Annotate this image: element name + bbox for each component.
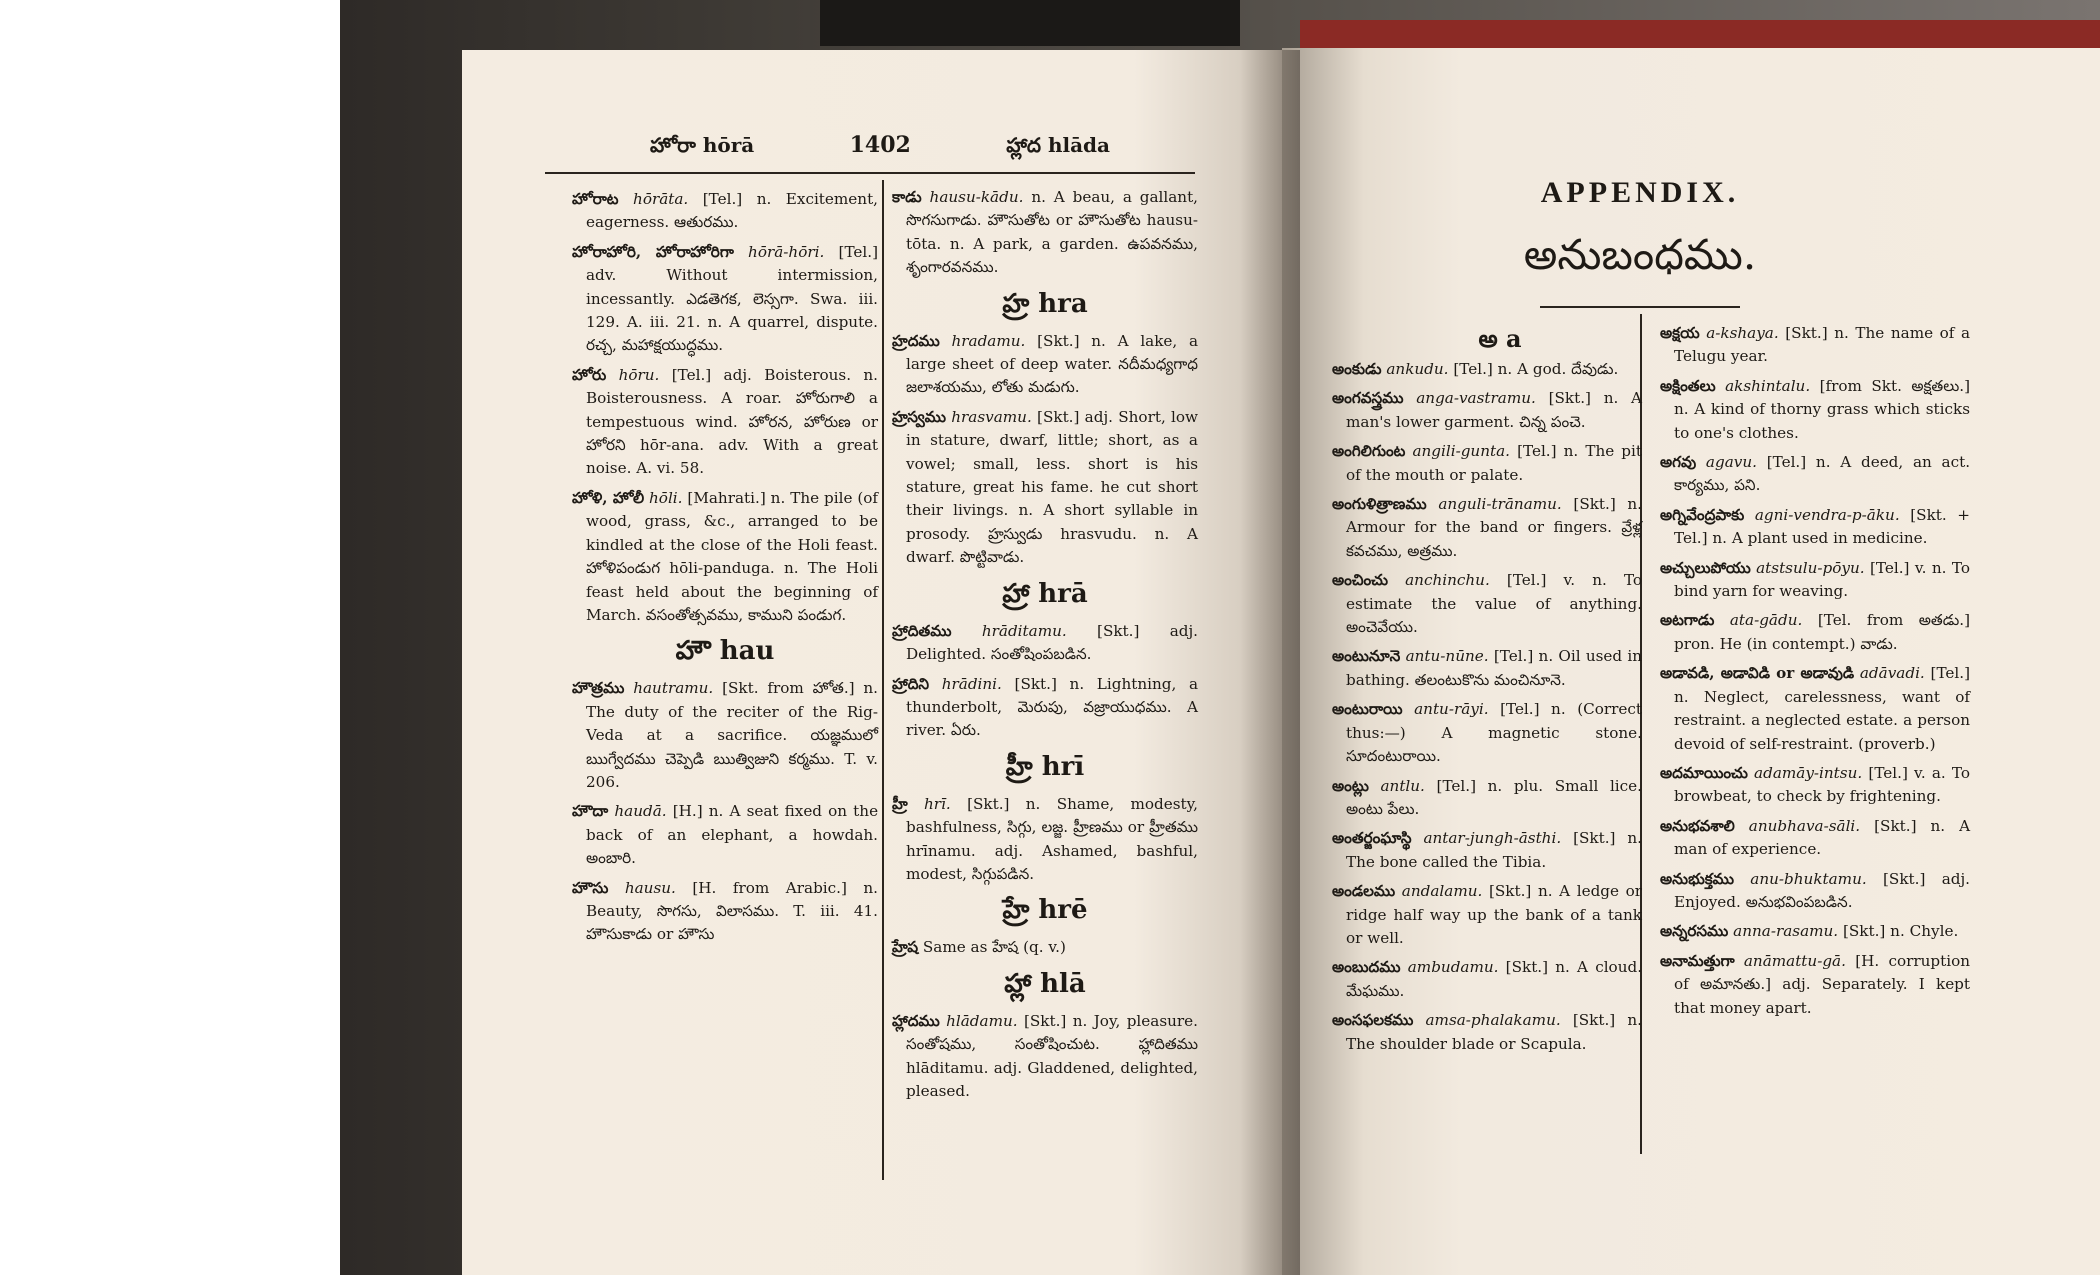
dictionary-entry [892,406,1198,570]
dictionary-entry [572,877,878,947]
column-2-hraa-entries [892,620,1198,743]
entry-transliteration: hrī. [924,794,951,813]
section-heading-hra [892,288,1198,320]
entry-grammar-tag: [Skt.] n. [1488,882,1553,901]
entry-definition: Small lice. అంటు పేలు. [1346,776,1642,818]
entry-headword: హోరాట [572,190,619,208]
entry-headword: అదమాయించు [1660,763,1748,782]
entry-definition: Beauty, సొగసు, విలాసము. T. iii. 41. హౌసుకాడు or హౌసు [586,901,878,944]
entry-transliteration: hōrāta. [633,190,689,208]
section-hraa-latin: hrā [1038,578,1088,609]
entry-definition: Excitement, eagerness. ఆతురము. [586,190,879,232]
section-heading-hri [892,751,1198,783]
dictionary-entry [1660,609,1970,656]
running-head [650,132,1110,162]
section-heading-hla [892,968,1198,1000]
entry-grammar-tag: [Tel.] adv. [586,242,879,285]
entry-transliteration: anubhava-sāli. [1748,816,1861,835]
entry-transliteration: amsa-phalakamu. [1425,1011,1561,1030]
page-number: 1402 [849,132,911,158]
header-rule [545,172,1195,174]
entry-grammar-tag: [Tel.] n. [702,190,772,208]
entry-definition: A ledge or ridge half way up the bank of a tank or well. [1346,882,1643,947]
entry-definition: A man of experience. [1674,816,1971,859]
entry-definition: Armour for the band or fingers. వ్రేళ్ల కవచము, అత్రము. [1346,518,1642,560]
entry-transliteration: hrādini. [941,674,1002,693]
entry-transliteration: hautramu. [633,679,714,698]
entry-transliteration: hausu-kādu. [929,188,1024,206]
head-left-telugu: హోరా [650,133,696,157]
column-3-entries [1332,358,1642,1056]
appendix-telugu-title: అనుబంధము. [1523,230,1757,279]
entry-grammar-tag: [Tel.] n. [1493,647,1554,666]
entry-headword: అంబుదము [1332,958,1401,977]
entry-definition: A man's lower garment. చిన్న పంచె. [1346,389,1643,431]
dictionary-entry [892,1010,1198,1104]
entry-definition: A cloud. మేఘము. [1346,958,1643,1000]
column-3-spacer [1332,322,1642,358]
entry-grammar-tag: [Skt. + Tel.] n. [1674,505,1970,548]
dictionary-entry [1660,322,1970,369]
section-a-latin: a [1506,324,1522,353]
section-hre-telugu: హ్రే [1002,895,1030,926]
entry-grammar-tag: [Skt.] n. [967,794,1041,813]
column-2-hla-entries [892,1010,1198,1104]
entry-transliteration: hlādamu. [946,1011,1018,1030]
section-hra-telugu: హ్ర [1002,288,1030,319]
entry-transliteration: atstsulu-pōyu. [1756,558,1865,577]
entry-transliteration: a-kshaya. [1706,324,1779,342]
entry-transliteration: antu-nūne. [1405,647,1489,666]
dictionary-entry [892,186,1198,280]
entry-grammar-tag: [Skt.] n. [1023,1011,1088,1030]
entry-definition: Delighted. సంతోషింపబడిన. [906,645,1092,664]
entry-definition: A god. దేవుడు. [1517,360,1619,378]
entry-definition: A seat fixed on the back of an elephant, a howdah. అంబారి. [586,802,879,868]
entry-transliteration: angili-gunta. [1412,442,1510,461]
entry-grammar-tag: [Skt.] adj. [1883,869,1971,888]
dictionary-entry [1660,451,1970,498]
entry-headword: హ్రాదితము [892,621,952,640]
entry-definition: A lake, a large sheet of deep water. నదీమధ్యగాధ జలాశయము, లోతు మడుగు. [906,331,1199,397]
entry-headword: హ్రదము [892,331,940,350]
entry-grammar-tag: [Tel.] n. [1453,360,1513,378]
column-1-entries [572,188,878,627]
dictionary-entry [572,677,878,794]
entry-grammar-tag: [Skt.] n. [1572,1011,1642,1030]
dictionary-entry [892,330,1198,400]
entry-headword: హోరు [572,365,607,384]
entry-grammar-tag: [Skt.] n. [1505,958,1570,977]
appendix-title-rule [1540,306,1740,308]
entry-headword: అంగుళిత్రాణము [1332,495,1427,514]
entry-grammar-tag: [Skt.] n. [1573,829,1642,848]
entry-definition: A beau, a gallant, సొగసుగాడు. హౌసుతోట or హౌసుతోట hausu-tōta. n. A park, a garden. ఉపవనము, శృంగారవనము. [906,188,1199,277]
entry-transliteration: hōru. [618,365,660,384]
entry-grammar-tag: [H. from Arabic.] n. [692,878,879,897]
entry-grammar-tag: [Tel.] n. [1517,442,1579,461]
entry-grammar-tag: [H.] n. [672,802,724,821]
entry-definition: Oil used in bathing. తలంటుకొను మంచినూనె. [1346,647,1643,689]
column-1 [572,188,878,953]
entry-grammar-tag: [Tel. from అతడు.] [1817,611,1970,630]
entry-transliteration: antar-jungh-āsthi. [1423,829,1562,848]
entry-grammar-tag: [Skt.] n. [1842,922,1905,941]
entry-transliteration: antu-rāyi. [1414,700,1489,719]
entry-headword: హ్రీ [892,794,908,813]
section-hri-telugu: హ్రీ [1005,751,1033,782]
entry-grammar-tag: [Skt.] n. [1785,324,1849,342]
entry-definition: Lightning, a thunderbolt, మెరుపు, వజ్రాయుధము. A river. ఏరు. [906,674,1199,740]
column-2-hre-entries [892,936,1198,959]
entry-grammar-tag: [from Skt. అక్షతలు.] n. [1674,376,1971,419]
entry-definition: To estimate the value of anything. అంచెవేయు. [1346,571,1643,637]
column-3 [1332,322,1642,1062]
column-4-entries [1660,322,1970,1020]
entry-definition: To browbeat, to check by frightening. [1674,763,1970,806]
section-hla-telugu: హ్లా [1004,968,1032,999]
entry-definition: To bind yarn for weaving. [1674,558,1970,601]
entry-grammar-tag: [H. corruption of అమానతు.] adj. [1674,951,1971,994]
entry-grammar-tag: [Skt.] n. [1874,816,1946,835]
entry-headword: అగవు [1660,453,1697,472]
entry-definition: Shame, modesty, bashfulness, సిగ్గు, లజ్జ. హ్రీణము or హ్రీతము hrīnamu. adj. Ashamed, bashful, modest, సిగ్గుపడిన. [906,794,1198,883]
entry-headword: అంగిలిగుంట [1332,442,1406,461]
entry-transliteration: anguli-trānamu. [1438,495,1562,514]
entry-transliteration: anchinchu. [1405,571,1490,590]
dictionary-entry [1660,920,1970,943]
dictionary-entry [892,793,1198,887]
entry-headword: అనామత్తుగా [1660,951,1735,970]
entry-headword: అంకుడు [1332,360,1382,378]
dictionary-entry [1660,504,1970,551]
dictionary-entry [1660,815,1970,862]
entry-headword: అంచించు [1332,571,1388,590]
column-2 [892,186,1198,1109]
section-heading-hau [572,635,878,667]
section-heading-hraa [892,578,1198,610]
entry-headword: అడావడి, అడావిడి or అడావుడి [1660,664,1855,683]
entry-definition: The pile (of wood, grass, &c., arranged to be kindled at the close of the Holi feast. హోళిపండుగ hōli-panduga. n. The Holi feast held about the beginning of March. వసంతోత్సవము, కాముని పండుగ. [586,488,879,624]
dictionary-entry [572,364,878,481]
entry-headword: అక్షయ [1660,324,1700,342]
appendix-title: APPENDIX. [1540,176,1740,209]
column-2-top-entries [892,186,1198,280]
dictionary-entry [1332,493,1642,563]
entry-grammar-tag: [Skt.] n. [1037,331,1106,350]
dictionary-entry [1660,950,1970,1020]
entry-grammar-tag: [Skt.] adj. [1097,621,1199,640]
dictionary-entry [572,487,878,627]
entry-headword: అంటురాయి [1332,700,1403,719]
head-right-word: hlāda [1047,133,1110,157]
entry-transliteration: hrāditamu. [981,621,1067,640]
entry-transliteration: antlu. [1380,776,1425,795]
entry-definition: Separately. I kept that money apart. [1674,975,1971,1017]
dictionary-entry [1332,645,1642,692]
entry-headword: అన్నరసము [1660,922,1729,941]
entry-transliteration: anāmattu-gā. [1743,951,1846,970]
entry-definition: A kind of thorny grass which sticks to one's clothes. [1674,400,1970,442]
head-right-telugu: హ్లాద [1006,133,1041,157]
entry-transliteration: agavu. [1705,453,1757,472]
entry-headword: హౌసు [572,878,609,897]
entry-transliteration: hōli. [649,488,683,507]
dictionary-entry [572,800,878,870]
book-gutter [1240,50,1300,1275]
entry-grammar-tag: [Skt.] adj. [1037,407,1113,426]
entry-headword: హౌదా [572,802,609,821]
entry-definition: Neglect, carelessness, want of restraint. a neglected estate. a person devoid of self-restraint. (proverb.) [1674,687,1970,753]
entry-transliteration: akshintalu. [1725,376,1811,395]
entry-transliteration: hrasvamu. [951,407,1032,426]
dictionary-entry [1332,956,1642,1003]
dictionary-entry [1660,762,1970,809]
left-column-divider [882,180,884,1180]
dictionary-entry [892,936,1198,959]
entry-grammar-tag: [Mahrati.] n. [687,488,786,507]
entry-grammar-tag: [Tel.] v. n. [1870,558,1947,577]
entry-grammar-tag: [Skt.] n. [1548,389,1619,408]
entry-grammar-tag: [Skt. from హోత.] n. [722,679,878,698]
entry-definition: The bone called the Tibia. [1346,852,1547,871]
dictionary-entry [1332,358,1642,381]
entry-transliteration: haudā. [614,802,667,821]
section-hau-latin: hau [719,636,775,667]
section-hre-latin: hrē [1038,895,1088,926]
dictionary-entry [1332,569,1642,639]
dictionary-entry [1332,827,1642,874]
entry-definition: (Correct thus:—) A magnetic stone. సూదంటురాయి. [1346,700,1642,766]
dictionary-entry [1332,880,1642,950]
entry-grammar-tag: n. [1031,188,1046,206]
dictionary-entry [1332,775,1642,822]
entry-grammar-tag: [Skt.] n. [1014,674,1085,693]
entry-transliteration: hradamu. [951,331,1026,350]
entry-definition: A plant used in medicine. [1731,529,1928,548]
entry-definition: Short, low in stature, dwarf, little; short, as a vowel; small, less. short is his stature, great his fame. he cut short their livings. n. A short syllable in prosody. హ్రస్వుడు hrasvudu. n. A dwarf. పొట్టివాడు. [906,407,1199,567]
column-1-hau-entries [572,677,878,946]
dictionary-entry [1332,387,1642,434]
entry-grammar-tag: [Tel.] n. [1766,453,1831,472]
entry-transliteration: hōrā-hōri. [748,242,825,261]
entry-headword: అంటునూనె [1332,647,1401,666]
dictionary-entry [892,673,1198,743]
entry-headword: హోరాహోరి, హోరాహోరిగా [572,242,734,261]
entry-definition: The name of a Telugu year. [1674,324,1971,366]
entry-transliteration: andalamu. [1401,882,1483,901]
scan-top-edge [820,0,1240,46]
dictionary-entry [892,620,1198,667]
column-4 [1660,322,1970,1026]
entry-definition: Same as హేష (q. v.) [922,938,1066,957]
column-2-hri-entries [892,793,1198,887]
entry-transliteration: anna-rasamu. [1733,922,1839,941]
entry-transliteration: hausu. [624,878,676,897]
entry-headword: అటగాడు [1660,611,1715,630]
running-head-right [1006,133,1110,162]
entry-transliteration: adamāy-intsu. [1754,763,1863,782]
entry-transliteration: adāvadi. [1859,664,1925,683]
dictionary-entry [1660,375,1970,445]
entry-definition: Boisterous. n. Boisterousness. A roar. హోరుగాలి a tempestuous wind. హోరన, హోరుణ or హోరని hōr-ana. adv. With a great noise. A. vi. 58. [586,365,879,478]
entry-headword: అంగవస్త్రము [1332,389,1404,408]
entry-grammar-tag: [Tel.] n. [1674,664,1971,706]
entry-definition: The pit of the mouth or palate. [1346,442,1642,484]
entry-definition: Chyle. [1909,922,1959,941]
dictionary-entry [1660,662,1970,756]
entry-headword: అనుభుక్తము [1660,869,1734,888]
entry-transliteration: ambudamu. [1407,958,1499,977]
section-hra-latin: hra [1038,288,1088,319]
dictionary-entry [1332,698,1642,768]
section-a-telugu: అ [1478,324,1498,353]
entry-headword: అచ్చులుపోయు [1660,558,1751,577]
section-hraa-telugu: హ్రా [1002,578,1030,609]
dictionary-entry [1660,868,1970,915]
entry-transliteration: ata-gādu. [1729,611,1803,630]
dictionary-entry [1660,557,1970,604]
entry-definition: The duty of the reciter of the Rig-Veda at a sacrifice. యజ్ఞములో ఋగ్వేదము చెప్పెడి ఋత్విజుని కర్మము. T. v. 206. [586,702,878,791]
entry-definition: Without intermission, incessantly. ఎడతెగక, లెస్సగా. Swa. iii. 129. A. iii. 21. n. A quarrel, dispute. రచ్చ, మహాక్షయుద్ధము. [586,266,879,355]
entry-headword: అంసఫలకము [1332,1011,1414,1030]
entry-grammar-tag: [Tel.] adj. [671,365,752,384]
section-hla-latin: hlā [1040,968,1086,999]
entry-headword: హ్రాదిని [892,674,930,693]
entry-grammar-tag: [Tel.] v. a. [1868,763,1946,782]
entry-headword: కాడు [892,188,922,206]
head-left-word: hōrā [702,133,755,157]
entry-transliteration: ankudu. [1386,360,1449,378]
section-hri-latin: hrī [1041,751,1085,782]
running-head-left [650,133,754,162]
entry-headword: అగ్నివేంద్రపాకు [1660,505,1745,524]
entry-definition: A deed, an act. కార్యము, పని. [1674,453,1971,495]
entry-headword: అండలము [1332,882,1396,901]
section-hau-telugu: హౌ [675,636,711,667]
dictionary-entry [572,241,878,358]
entry-definition: Joy, pleasure. సంతోషము, సంతోషించుట. హ్లాదితము hlāditamu. adj. Gladdened, delighted, pleased. [906,1011,1198,1100]
entry-definition: pron. He (in contempt.) వాడు. [1674,634,1898,653]
entry-headword: అనుభవశాలి [1660,816,1735,835]
section-heading-hre [892,894,1198,926]
entry-grammar-tag: [Tel.] n. [1500,700,1566,719]
entry-definition: Enjoyed. అనుభవింపబడిన. [1674,892,1853,911]
entry-headword: హ్రేష [892,938,919,957]
entry-definition: The shoulder blade or Scapula. [1346,1034,1587,1053]
entry-headword: హోళి, హోలీ [572,488,645,507]
entry-headword: హ్లాదము [892,1011,940,1030]
entry-transliteration: anga-vastramu. [1416,389,1536,408]
dictionary-entry [1332,440,1642,487]
entry-headword: హౌత్రము [572,679,625,698]
entry-headword: హ్రస్వము [892,407,946,426]
entry-headword: అంతర్జంఘాస్థి [1332,829,1412,848]
dictionary-entry [572,188,878,235]
entry-grammar-tag: [Skt.] n. [1573,495,1643,514]
entry-grammar-tag: [Tel.] n. plu. [1436,776,1544,795]
dictionary-entry [1332,1009,1642,1056]
entry-transliteration: agni-vendra-p-āku. [1754,505,1900,524]
entry-transliteration: anu-bhuktamu. [1750,869,1867,888]
entry-grammar-tag: [Tel.] v. n. [1506,571,1607,590]
entry-headword: అక్షింతలు [1660,376,1716,395]
entry-headword: అంట్లు [1332,776,1369,795]
column-2-hra-entries [892,330,1198,570]
